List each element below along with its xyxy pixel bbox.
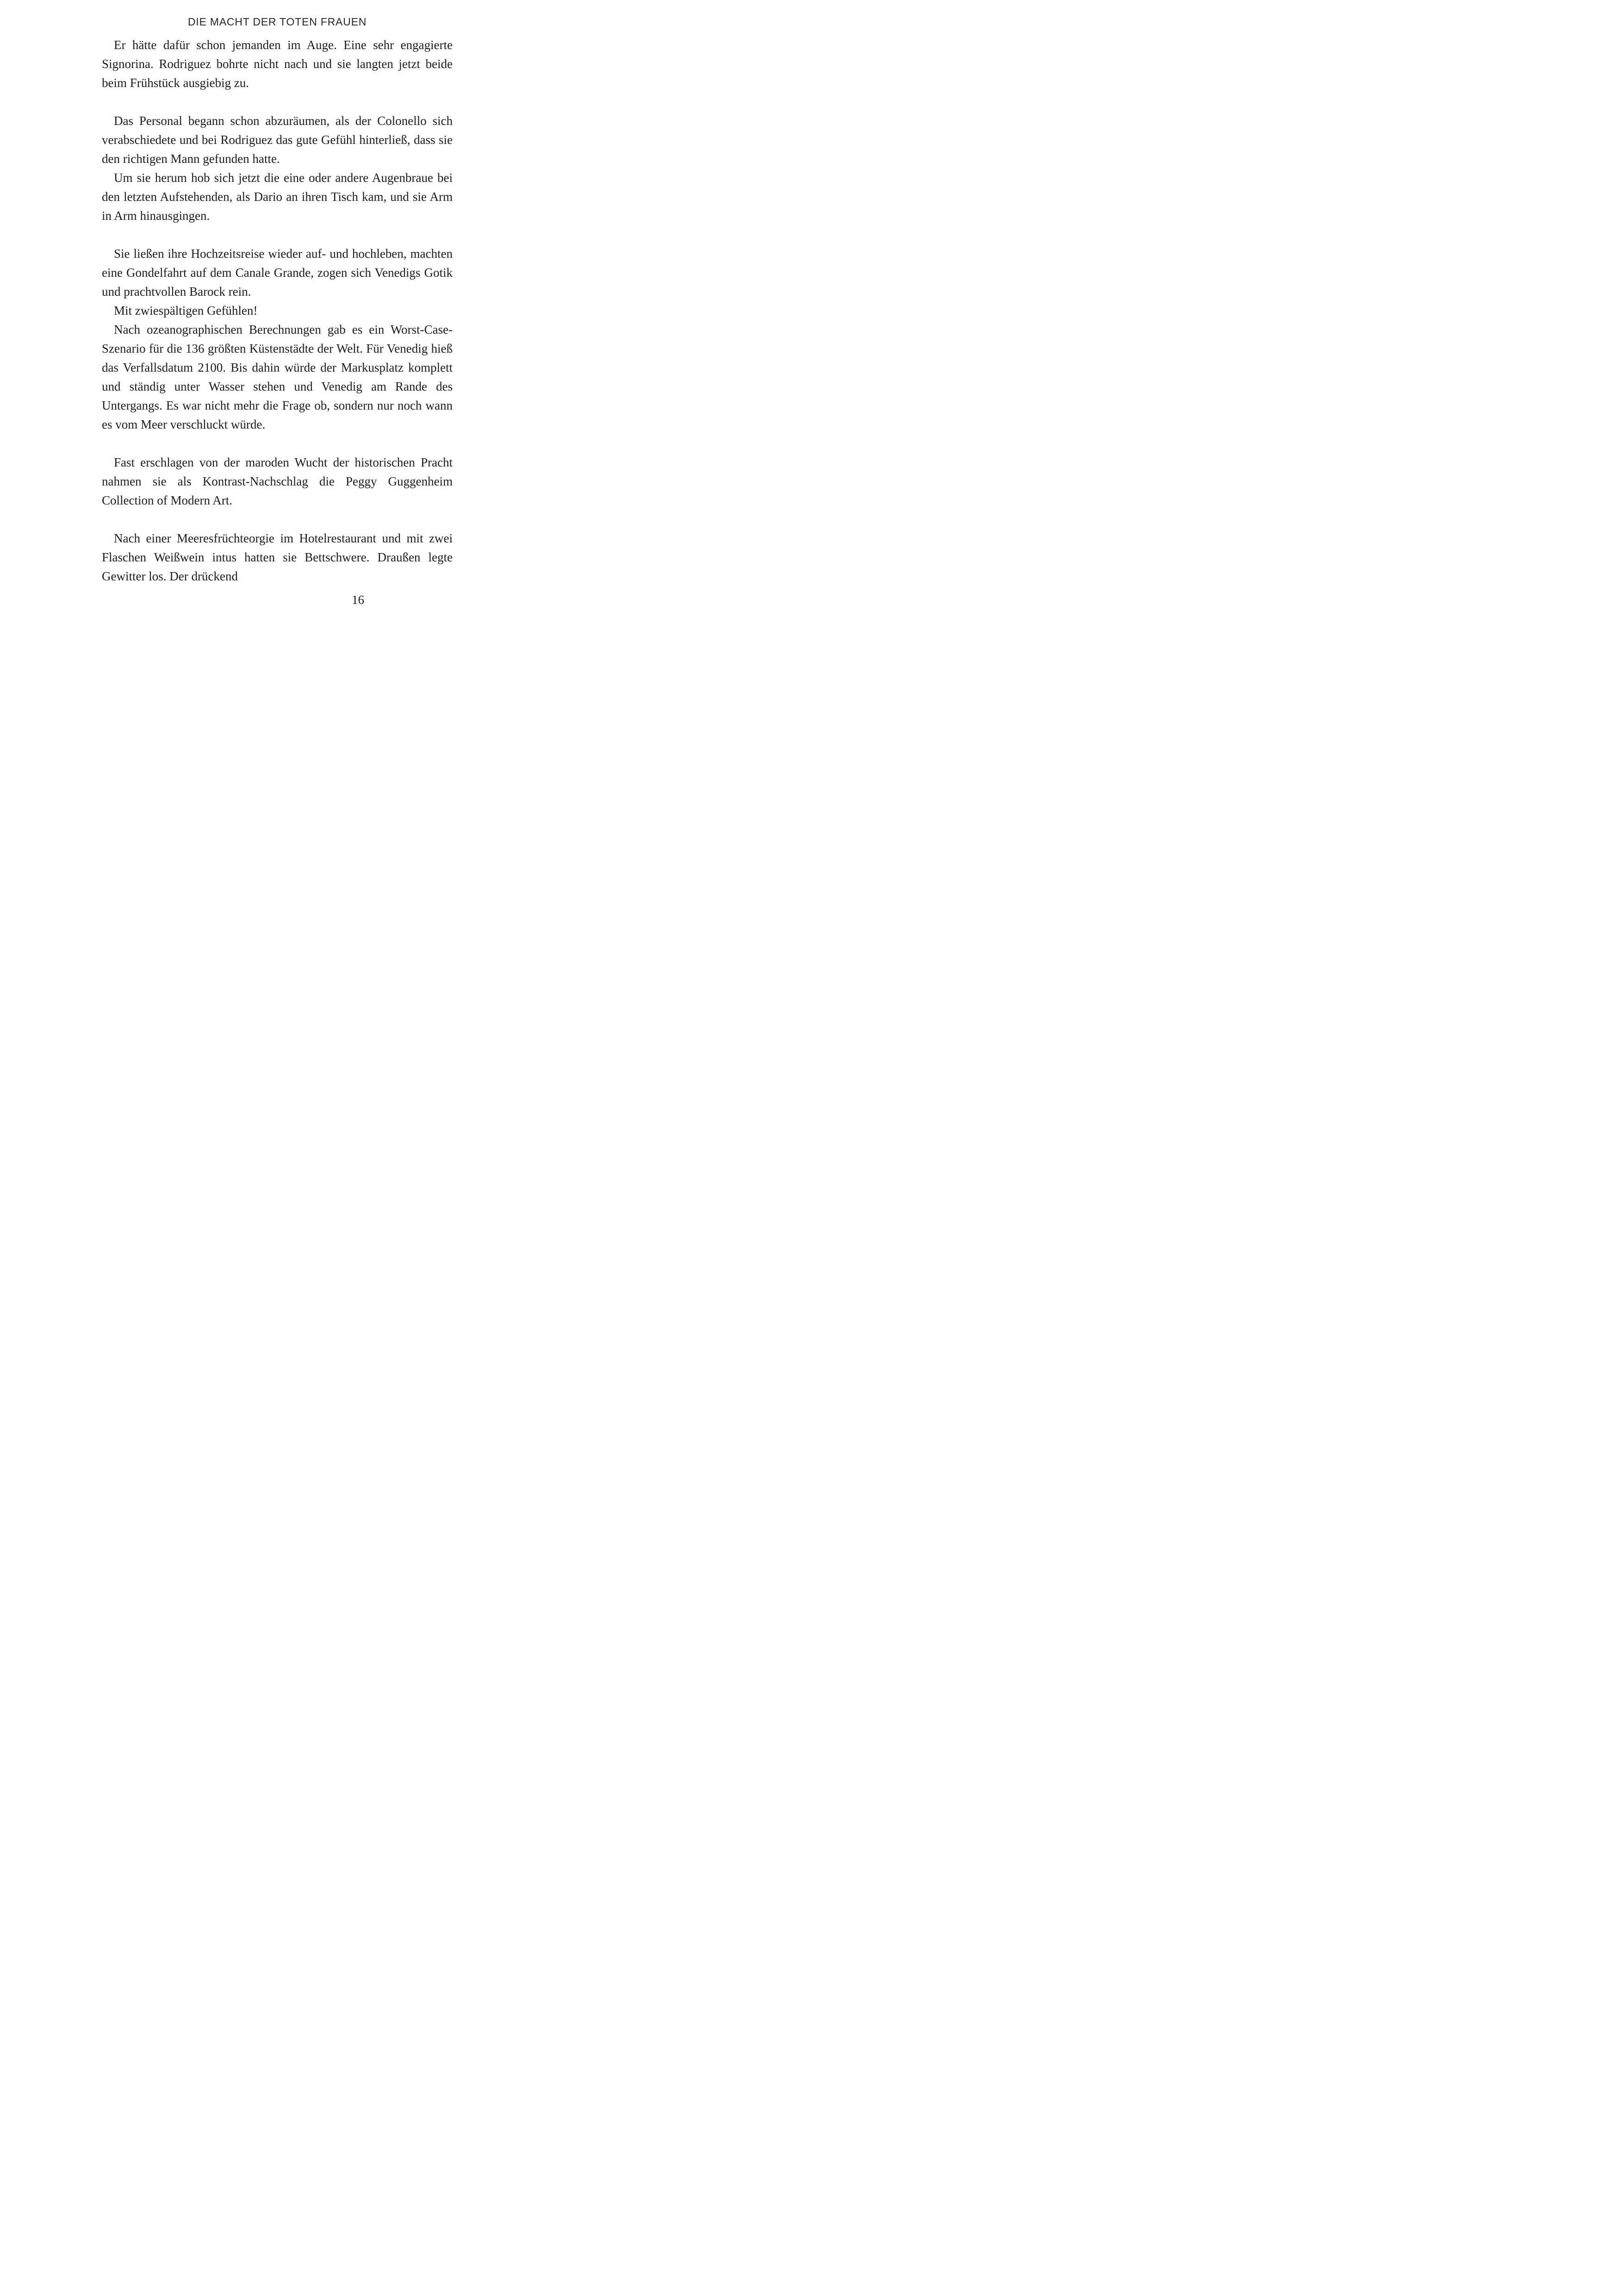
paragraph: Um sie herum hob sich jetzt die eine oder andere Augenbraue bei den letzten Aufstehenden, als Dario an ihren Tisch kam, und sie Arm in Arm hinausgingen. bbox=[102, 171, 453, 223]
text-block bbox=[102, 0, 453, 610]
book-page bbox=[0, 0, 539, 765]
paragraph: Sie ließen ihre Hochzeitsreise wieder auf- und hochleben, machten eine Gondelfahrt auf dem Canale Grande, zogen sich Venedigs Gotik und prachtvollen Barock rein. bbox=[102, 247, 453, 299]
paragraph: Mit zwiespältigen Gefühlen! bbox=[114, 304, 258, 317]
paragraph: Nach einer Meeresfrüchteorgie im Hotelrestaurant und mit zwei Flaschen Weißwein intus hatten sie Bettschwere. Draußen legte Gewitter los. Der drückend bbox=[102, 531, 453, 583]
paragraph: Nach ozeanographischen Berechnungen gab es ein Worst-Case-Szenario für die 136 größten Küstenstädte der Welt. Für Venedig hieß das Verfallsdatum 2100. Bis dahin würde der Markusplatz komplett und ständig unter Wasser stehen und Venedig am Rande des Untergangs. Es war nicht mehr die Frage ob, sondern nur noch wann es vom Meer verschluckt würde. bbox=[102, 323, 453, 431]
body-text bbox=[102, 36, 453, 586]
paragraph: Fast erschlagen von der maroden Wucht der historischen Pracht nahmen sie als Kontrast-Nachschlag die Peggy Guggenheim Collection of Modern Art. bbox=[102, 455, 453, 507]
paragraph: Er hätte dafür schon jemanden im Auge. Eine sehr engagierte Signorina. Rodriguez bohrte nicht nach und sie langten jetzt beide beim Frühstück ausgiebig zu. bbox=[102, 38, 453, 90]
running-header: DIE MACHT DER TOTEN FRAUEN bbox=[187, 16, 367, 28]
paragraph: Das Personal begann schon abzuräumen, als der Colonello sich verabschiedete und bei Rodriguez das gute Gefühl hinterließ, dass sie den richtigen Mann gefunden hatte. bbox=[102, 114, 453, 166]
page-number: 16 bbox=[352, 593, 364, 607]
